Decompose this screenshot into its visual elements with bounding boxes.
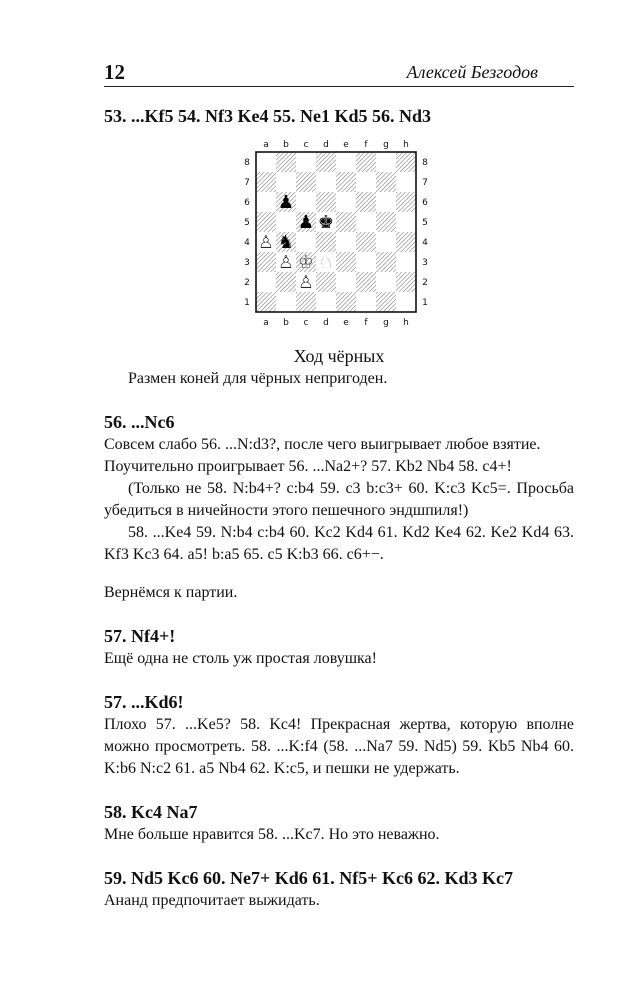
paragraph: Вернёмся к партии. xyxy=(104,584,238,601)
dark-square xyxy=(296,292,316,312)
paragraph: Ананд предпочитает выжидать. xyxy=(104,892,320,909)
paragraph: Плохо 57. ...Ke5? 58. Kc4! Прекрасная жертва, которую вполне можно просмотреть. 58. ...K:f4 (58. ...Na7 59. Nd5) 59. Kb5 Nb4 60. K:b6 N:c2 61. a5 Nb4 62. K:c5, и пешки не удержать. xyxy=(104,716,574,777)
rank-label: 5 xyxy=(244,218,250,228)
light-square xyxy=(276,212,296,232)
light-square xyxy=(296,192,316,212)
file-label: a xyxy=(263,318,269,328)
chess-board xyxy=(232,136,442,341)
file-label: c xyxy=(303,318,309,328)
file-label: e xyxy=(343,318,349,328)
rank-label: 3 xyxy=(244,258,250,268)
rank-label: 4 xyxy=(422,238,428,248)
light-square xyxy=(336,192,356,212)
light-square xyxy=(356,212,376,232)
dark-square xyxy=(256,252,276,272)
white-knight-icon: ♘ xyxy=(317,252,335,273)
light-square xyxy=(376,232,396,252)
dark-square xyxy=(256,212,276,232)
file-label: b xyxy=(283,140,289,150)
dark-square xyxy=(356,272,376,292)
light-square xyxy=(316,172,336,192)
light-square xyxy=(276,172,296,192)
dark-square xyxy=(256,292,276,312)
light-square xyxy=(356,292,376,312)
file-label: e xyxy=(343,140,349,150)
page-content xyxy=(104,104,574,912)
dark-square xyxy=(276,272,296,292)
dark-square xyxy=(356,152,376,172)
header-rule xyxy=(104,86,574,87)
dark-square xyxy=(336,292,356,312)
file-label: g xyxy=(383,318,389,328)
light-square xyxy=(396,292,416,312)
dark-square xyxy=(316,152,336,172)
dark-square xyxy=(316,272,336,292)
light-square xyxy=(376,152,396,172)
dark-square xyxy=(356,232,376,252)
white-pawn-icon: ♙ xyxy=(297,272,315,293)
light-square xyxy=(256,192,276,212)
rank-label: 4 xyxy=(244,238,250,248)
black-pawn-icon: ♟ xyxy=(277,192,295,213)
dark-square xyxy=(276,152,296,172)
page-number: 12 xyxy=(104,60,125,84)
dark-square xyxy=(396,272,416,292)
dark-square xyxy=(256,172,276,192)
move-heading-57-black: 57. ...Kd6! xyxy=(104,692,184,712)
move-heading-56: 56. ...Nc6 xyxy=(104,412,175,432)
white-pawn-icon: ♙ xyxy=(257,232,275,253)
light-square xyxy=(396,172,416,192)
light-square xyxy=(296,232,316,252)
light-square xyxy=(336,272,356,292)
black-knight-icon: ♞ xyxy=(277,232,295,253)
dark-square xyxy=(376,252,396,272)
move-heading-53: 53. ...Kf5 54. Nf3 Ke4 55. Ne1 Kd5 56. Nd3 xyxy=(104,106,431,126)
white-king-icon: ♔ xyxy=(297,252,315,273)
paragraph: Поучительно проигрывает 56. ...Na2+? 57. Kb2 Nb4 58. c4+! xyxy=(104,458,512,475)
chess-diagram xyxy=(104,128,574,368)
black-pawn-icon: ♟ xyxy=(297,212,315,233)
paragraph: 58. ...Ke4 59. N:b4 c:b4 60. Kc2 Kd4 61. Kd2 Ke4 62. Ke2 Kd4 63. Kf3 Kc3 64. a5! b:a5 65. c5 K:b3 66. c6+−. xyxy=(104,524,574,563)
diagram-caption: Ход чёрных xyxy=(293,346,385,366)
paragraph: Совсем слабо 56. ...N:d3?, после чего выигрывает любое взятие. xyxy=(104,436,541,453)
paragraph: (Только не 58. N:b4+? c:b4 59. c3 b:c3+ 60. K:c3 Kc5=. Просьба убедиться в ничейности этого пешечного эндшпиля!) xyxy=(104,480,574,519)
light-square xyxy=(296,152,316,172)
file-label: h xyxy=(403,318,409,328)
rank-label: 1 xyxy=(244,298,250,308)
diagram-comment: Размен коней для чёрных непригоден. xyxy=(128,370,388,387)
dark-square xyxy=(336,172,356,192)
light-square xyxy=(336,152,356,172)
rank-label: 8 xyxy=(422,158,428,168)
dark-square xyxy=(376,212,396,232)
dark-square xyxy=(376,172,396,192)
light-square xyxy=(376,192,396,212)
paragraph: Ещё одна не столь уж простая ловушка! xyxy=(104,650,377,667)
move-heading-59: 59. Nd5 Kc6 60. Ne7+ Kd6 61. Nf5+ Kc6 62. Kd3 Kc7 xyxy=(104,868,513,888)
dark-square xyxy=(336,212,356,232)
light-square xyxy=(336,232,356,252)
move-heading-58: 58. Kc4 Na7 xyxy=(104,802,198,822)
dark-square xyxy=(396,152,416,172)
rank-label: 8 xyxy=(244,158,250,168)
rank-label: 5 xyxy=(422,218,428,228)
file-label: b xyxy=(283,318,289,328)
file-label: g xyxy=(383,140,389,150)
dark-square xyxy=(396,192,416,212)
file-label: a xyxy=(263,140,269,150)
dark-square xyxy=(316,192,336,212)
white-pawn-icon: ♙ xyxy=(277,252,295,273)
rank-label: 1 xyxy=(422,298,428,308)
file-label: f xyxy=(364,318,368,328)
dark-square xyxy=(296,172,316,192)
light-square xyxy=(356,252,376,272)
black-king-icon: ♚ xyxy=(317,212,335,233)
rank-label: 6 xyxy=(244,198,250,208)
move-heading-57: 57. Nf4+! xyxy=(104,626,176,646)
rank-label: 7 xyxy=(422,178,428,188)
dark-square xyxy=(316,232,336,252)
rank-label: 2 xyxy=(244,278,250,288)
rank-label: 7 xyxy=(244,178,250,188)
running-title: Алексей Безгодов xyxy=(406,62,538,82)
dark-square xyxy=(376,292,396,312)
file-label: f xyxy=(364,140,368,150)
light-square xyxy=(256,272,276,292)
light-square xyxy=(276,292,296,312)
light-square xyxy=(396,212,416,232)
rank-label: 2 xyxy=(422,278,428,288)
rank-label: 3 xyxy=(422,258,428,268)
dark-square xyxy=(356,192,376,212)
light-square xyxy=(396,252,416,272)
dark-square xyxy=(396,232,416,252)
file-label: c xyxy=(303,140,309,150)
light-square xyxy=(256,152,276,172)
dark-square xyxy=(336,252,356,272)
rank-label: 6 xyxy=(422,198,428,208)
file-label: d xyxy=(323,318,329,328)
file-label: h xyxy=(403,140,409,150)
file-label: d xyxy=(323,140,329,150)
light-square xyxy=(356,172,376,192)
paragraph: Мне больше нравится 58. ...Kc7. Но это неважно. xyxy=(104,826,440,843)
light-square xyxy=(316,292,336,312)
light-square xyxy=(376,272,396,292)
